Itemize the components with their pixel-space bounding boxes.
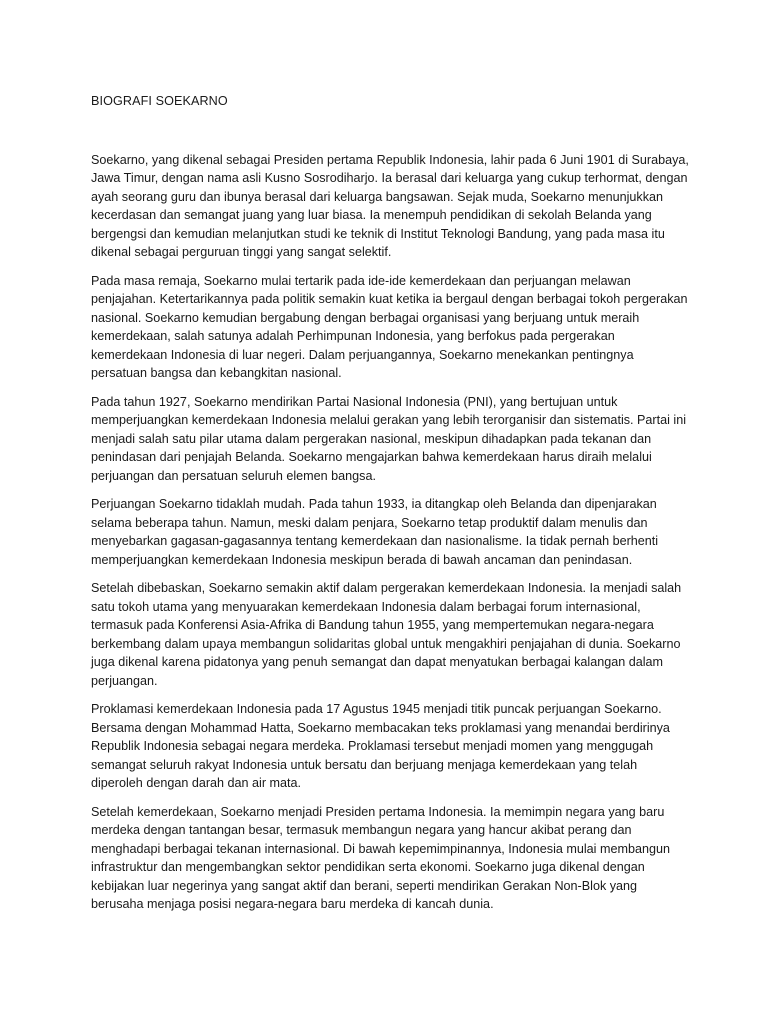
paragraph-5: Setelah dibebaskan, Soekarno semakin aktif dalam pergerakan kemerdekaan Indonesia. Ia menjadi salah satu tokoh utama yang menyuarakan kemerdekaan Indonesia dalam berbagai forum internasional, termasuk pada Konferensi Asia-Afrika di Bandung tahun 1955, yang mempertemukan negara-negara berkembang dalam upaya membangun solidaritas global untuk mengakhiri penjajahan di dunia. Soekarno juga dikenal karena pidatonya yang penuh semangat dan dapat menyatukan berbagai kalangan dalam perjuangan. (91, 581, 682, 688)
document-body (91, 92, 691, 924)
paragraph-1: Soekarno, yang dikenal sebagai Presiden pertama Republik Indonesia, lahir pada 6 Juni 1901 di Surabaya, Jawa Timur, dengan nama asli Kusno Sosrodiharjo. Ia berasal dari keluarga yang cukup terhormat, dengan ayah seorang guru dan ibunya berasal dari keluarga bangsawan. Sejak muda, Soekarno menunjukkan kecerdasan dan semangat juang yang luar biasa. Ia menempuh pendidikan di sekolah Belanda yang bergengsi dan kemudian melanjutkan studi ke teknik di Institut Teknologi Bandung, yang pada masa itu dikenal sebagai perguruan tinggi yang sangat selektif. (91, 152, 689, 259)
paragraph-6: Proklamasi kemerdekaan Indonesia pada 17 Agustus 1945 menjadi titik puncak perjuangan Soekarno. Bersama dengan Mohammad Hatta, Soekarno membacakan teks proklamasi yang menandai berdirinya Republik Indonesia sebagai negara merdeka. Proklamasi tersebut menjadi momen yang menggugah semangat seluruh rakyat Indonesia untuk bersatu dan berjuang menjaga kemerdekaan yang telah diperoleh dengan darah dan air mata. (91, 702, 670, 790)
document-title: BIOGRAFI SOEKARNO (91, 94, 228, 108)
paragraph-4: Perjuangan Soekarno tidaklah mudah. Pada tahun 1933, ia ditangkap oleh Belanda dan dipenjarakan selama beberapa tahun. Namun, meski dalam penjara, Soekarno tetap produktif dalam menulis dan menyebarkan gagasan-gagasannya tentang kemerdekaan dan nasionalisme. Ia tidak pernah berhenti memperjuangkan kemerdekaan Indonesia meskipun berada di bawah ancaman dan penindasan. (91, 497, 659, 567)
paragraph-3: Pada tahun 1927, Soekarno mendirikan Partai Nasional Indonesia (PNI), yang bertujuan untuk memperjuangkan kemerdekaan Indonesia melalui gerakan yang lebih terorganisir dan sistematis. Partai ini menjadi salah satu pilar utama dalam pergerakan nasional, meskipun dihadapkan pada tekanan dan penindasan dari penjajah Belanda. Soekarno mengajarkan bahwa kemerdekaan harus diraih melalui perjuangan dan persatuan seluruh elemen bangsa. (91, 394, 687, 483)
paragraph-7: Setelah kemerdekaan, Soekarno menjadi Presiden pertama Indonesia. Ia memimpin negara yang baru merdeka dengan tantangan besar, termasuk membangun negara yang hancur akibat perang dan menghadapi berbagai tekanan internasional. Di bawah kepemimpinannya, Indonesia mulai membangun infrastruktur dan mengembangkan sektor pendidikan serta ekonomi. Soekarno juga dikenal dengan kebijakan luar negerinya yang sangat aktif dan berani, seperti mendirikan Gerakan Non-Blok yang berusaha menjaga posisi negara-negara baru merdeka di kancah dunia. (91, 804, 670, 911)
paragraph-2: Pada masa remaja, Soekarno mulai tertarik pada ide-ide kemerdekaan dan perjuangan melawan penjajahan. Ketertarikannya pada politik semakin kuat ketika ia bergaul dengan berbagai tokoh pergerakan nasional. Soekarno kemudian bergabung dengan berbagai organisasi yang berjuang untuk meraih kemerdekaan, salah satunya adalah Perhimpunan Indonesia, yang berfokus pada pergerakan kemerdekaan Indonesia di luar negeri. Dalam perjuangannya, Soekarno menekankan pentingnya persatuan bangsa dan kebangkitan nasional. (91, 273, 688, 380)
